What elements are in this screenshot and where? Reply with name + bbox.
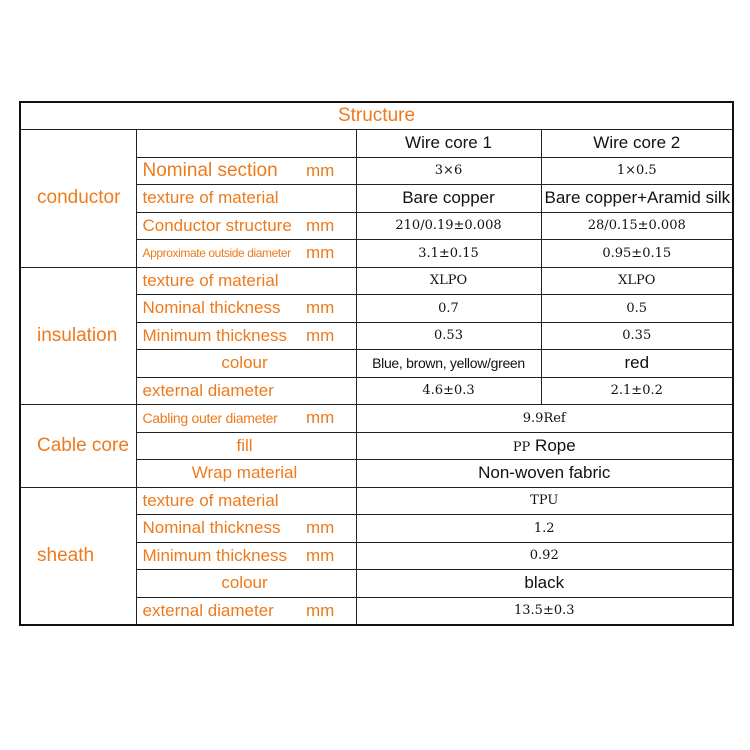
value-merged: 0.92 xyxy=(356,542,733,570)
param-colour: colour xyxy=(136,570,356,598)
table-row xyxy=(20,405,733,433)
unit-label: mm xyxy=(306,295,356,323)
unit-label: mm xyxy=(306,405,356,433)
value-merged xyxy=(356,432,733,460)
unit-label: mm xyxy=(306,240,356,268)
value-core2: XLPO xyxy=(541,267,733,295)
value-core2: 0.95±0.15 xyxy=(541,240,733,268)
param-nominal-thickness: Nominal thickness xyxy=(136,515,306,543)
param-texture-of-material: texture of material xyxy=(136,267,356,295)
param-external-diameter: external diameter xyxy=(136,597,306,625)
value-core1: 3×6 xyxy=(356,157,541,185)
group-label-sheath: sheath xyxy=(20,487,136,625)
value-core2: 0.35 xyxy=(541,322,733,350)
param-conductor-structure: Conductor structure xyxy=(136,212,306,240)
table-row xyxy=(20,487,733,515)
value-merged: Non-woven fabric xyxy=(356,460,733,488)
value-core1: 0.53 xyxy=(356,322,541,350)
unit-label: mm xyxy=(306,322,356,350)
unit-label: mm xyxy=(306,542,356,570)
param-cabling-outer-diameter: Cabling outer diameter xyxy=(136,405,306,433)
table-title: Structure xyxy=(20,102,733,130)
header-row xyxy=(20,130,733,158)
value-core2: 1×0.5 xyxy=(541,157,733,185)
unit-label: mm xyxy=(306,515,356,543)
unit-label: mm xyxy=(306,597,356,625)
unit-label: mm xyxy=(306,157,356,185)
value-core1: Bare copper xyxy=(356,185,541,213)
value-prefix: PP xyxy=(512,439,531,455)
title-row xyxy=(20,102,733,130)
param-colour: colour xyxy=(136,350,356,378)
table-row xyxy=(20,267,733,295)
value-merged: black xyxy=(356,570,733,598)
column-header-core1: Wire core 1 xyxy=(356,130,541,158)
value-merged: 1.2 xyxy=(356,515,733,543)
group-label-insulation: insulation xyxy=(20,267,136,405)
value-core1: Blue, brown, yellow/green xyxy=(356,350,541,378)
param-wrap-material: Wrap material xyxy=(136,460,356,488)
param-approximate-outside-diameter: Approximate outside diameter xyxy=(136,240,306,268)
value-core2: 28/0.15±0.008 xyxy=(541,212,733,240)
value-merged: 13.5±0.3 xyxy=(356,597,733,625)
param-minimum-thickness: Minimum thickness xyxy=(136,542,306,570)
param-nominal-section: Nominal section xyxy=(136,157,306,185)
param-fill: fill xyxy=(136,432,356,460)
value-core1: 4.6±0.3 xyxy=(356,377,541,405)
param-texture-of-material: texture of material xyxy=(136,185,356,213)
param-external-diameter: external diameter xyxy=(136,377,356,405)
value-core1: 0.7 xyxy=(356,295,541,323)
value-core1: XLPO xyxy=(356,267,541,295)
structure-table xyxy=(19,101,734,626)
value-core2: red xyxy=(541,350,733,378)
value-core2: 0.5 xyxy=(541,295,733,323)
header-blank-cell xyxy=(136,130,356,158)
value-merged: 9.9Ref xyxy=(356,405,733,433)
param-minimum-thickness: Minimum thickness xyxy=(136,322,306,350)
value-core1: 3.1±0.15 xyxy=(356,240,541,268)
value-core2: Bare copper+Aramid silk xyxy=(541,185,733,213)
value-merged: TPU xyxy=(356,487,733,515)
value-core1: 210/0.19±0.008 xyxy=(356,212,541,240)
value-core2: 2.1±0.2 xyxy=(541,377,733,405)
unit-label: mm xyxy=(306,212,356,240)
param-texture-of-material: texture of material xyxy=(136,487,356,515)
column-header-core2: Wire core 2 xyxy=(541,130,733,158)
group-label-cable-core: Cable core xyxy=(20,405,136,488)
group-label-conductor: conductor xyxy=(20,130,136,268)
param-nominal-thickness: Nominal thickness xyxy=(136,295,306,323)
value-text: Rope xyxy=(535,435,576,455)
